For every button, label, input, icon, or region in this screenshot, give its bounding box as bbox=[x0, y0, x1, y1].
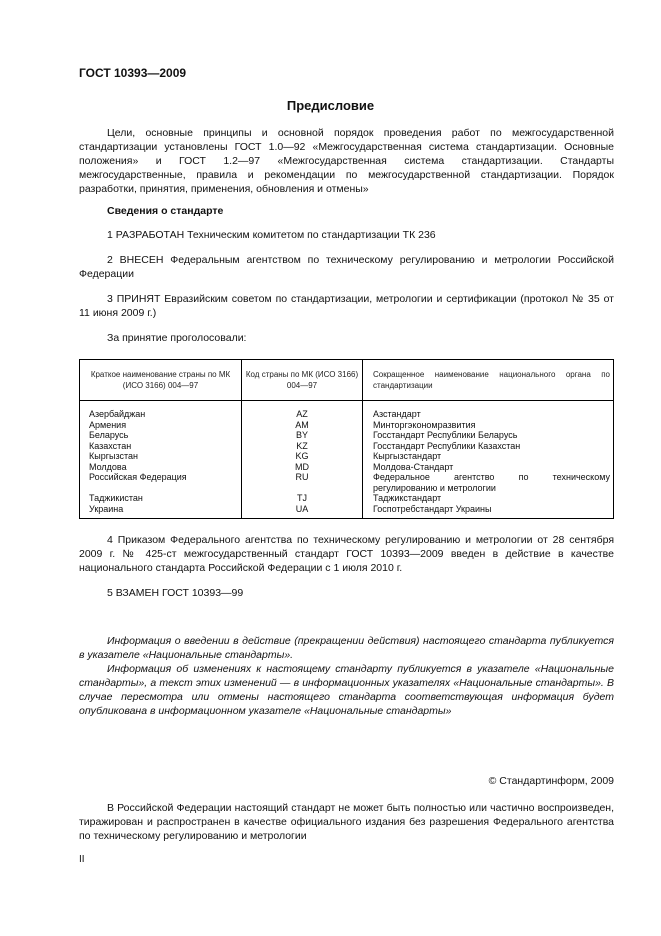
column-header-code: Код страны по МК (ИСО 3166) 004—97 bbox=[242, 360, 363, 401]
country-code: AM bbox=[242, 420, 363, 431]
country-name: Казахстан bbox=[80, 441, 242, 452]
country-code: TJ bbox=[242, 493, 363, 504]
country-name: Украина bbox=[80, 504, 242, 519]
standards-body: Азстандарт bbox=[363, 401, 614, 420]
table-row bbox=[80, 430, 614, 441]
column-header-body: Сокращенное наименование национального органа по стандартизации bbox=[363, 360, 614, 401]
table-row bbox=[80, 441, 614, 452]
document-id-header: ГОСТ 10393—2009 bbox=[79, 66, 187, 80]
country-code: MD bbox=[242, 462, 363, 473]
table-row bbox=[80, 420, 614, 431]
standards-body: Госпотребстандарт Украины bbox=[363, 504, 614, 519]
info-heading: Сведения о стандарте bbox=[107, 205, 224, 217]
country-code: AZ bbox=[242, 401, 363, 420]
table-row bbox=[80, 401, 614, 420]
country-name: Российская Федерация bbox=[80, 472, 242, 493]
item-2-introduced: 2 ВНЕСЕН Федеральным агентством по техническому регулированию и метрологии Российской Федерации bbox=[79, 254, 614, 280]
standards-body: Госстандарт Республики Беларусь bbox=[363, 430, 614, 441]
country-name: Беларусь bbox=[80, 430, 242, 441]
table-row bbox=[80, 451, 614, 462]
table-row bbox=[80, 472, 614, 493]
standards-body: Кыргызстандарт bbox=[363, 451, 614, 462]
voted-label: За принятие проголосовали: bbox=[107, 332, 247, 344]
item-3-adopted: 3 ПРИНЯТ Евразийским советом по стандартизации, метрологии и сертификации (протокол № 35 от 11 июня 2009 г.) bbox=[79, 293, 614, 319]
item-1-developed: 1 РАЗРАБОТАН Техническим комитетом по стандартизации ТК 236 bbox=[107, 229, 436, 241]
country-code: KZ bbox=[242, 441, 363, 452]
notice-introduction: Информация о введении в действие (прекращении действия) настоящего стандарта публикуется в указателе «Национальные стандарты». bbox=[79, 635, 614, 661]
table-row bbox=[80, 493, 614, 504]
country-name: Армения bbox=[80, 420, 242, 431]
country-name: Молдова bbox=[80, 462, 242, 473]
column-header-country: Краткое наименование страны по МК (ИСО 3166) 004—97 bbox=[80, 360, 242, 401]
page-title: Предисловие bbox=[286, 98, 375, 113]
item-5-replaces: 5 ВЗАМЕН ГОСТ 10393—99 bbox=[107, 587, 244, 599]
country-code: BY bbox=[242, 430, 363, 441]
standards-body: Федеральное агентство по техническому регулированию и метрологии bbox=[363, 472, 614, 493]
country-name: Азербайджан bbox=[80, 401, 242, 420]
intro-paragraph: Цели, основные принципы и основной порядок проведения работ по межгосударственной стандартизации установлены ГОСТ 1.0—92 «Межгосударственная система стандартизации. Основные положения» и ГОСТ 1.2—97 «Межгосударственная система стандартизации. Стандарты межгосударственные, правила и рекомендации по межгосударственной стандартизации. Порядок разработки, принятия, применения, обновления и отмены» bbox=[79, 127, 614, 195]
country-code: KG bbox=[242, 451, 363, 462]
copyright: © Стандартинформ, 2009 bbox=[488, 775, 614, 787]
reproduction-notice: В Российской Федерации настоящий стандарт не может быть полностью или частично воспроизведен, тиражирован и распространен в качестве официального издания без разрешения Федерального агентства по техническому регулированию и метрологии bbox=[79, 802, 614, 842]
country-code: UA bbox=[242, 504, 363, 519]
page-number: II bbox=[79, 854, 85, 865]
table-row bbox=[80, 504, 614, 519]
country-code: RU bbox=[242, 472, 363, 493]
table-row bbox=[80, 462, 614, 473]
standards-body: Госстандарт Республики Казахстан bbox=[363, 441, 614, 452]
table-header-row bbox=[80, 360, 614, 401]
standards-body: Таджикстандарт bbox=[363, 493, 614, 504]
standards-body: Минторгэкономразвития bbox=[363, 420, 614, 431]
standards-body: Молдова-Стандарт bbox=[363, 462, 614, 473]
country-name: Кыргызстан bbox=[80, 451, 242, 462]
voting-table bbox=[79, 359, 614, 519]
country-name: Таджикистан bbox=[80, 493, 242, 504]
notice-changes: Информация об изменениях к настоящему стандарту публикуется в указателе «Национальные стандарты», а текст этих изменений — в информационных указателях «Национальные стандарты». В случае пересмотра или отмены настоящего стандарта соответствующая информация будет опубликована в информационном указателе «Национальные стандарты» bbox=[79, 663, 614, 717]
item-4-order: 4 Приказом Федерального агентства по техническому регулированию и метрологии от 28 сентября 2009 г. № 425-ст межгосударственный стандарт ГОСТ 10393—2009 введен в действие в качестве национального стандарта Российской Федерации с 1 июля 2010 г. bbox=[79, 534, 614, 574]
